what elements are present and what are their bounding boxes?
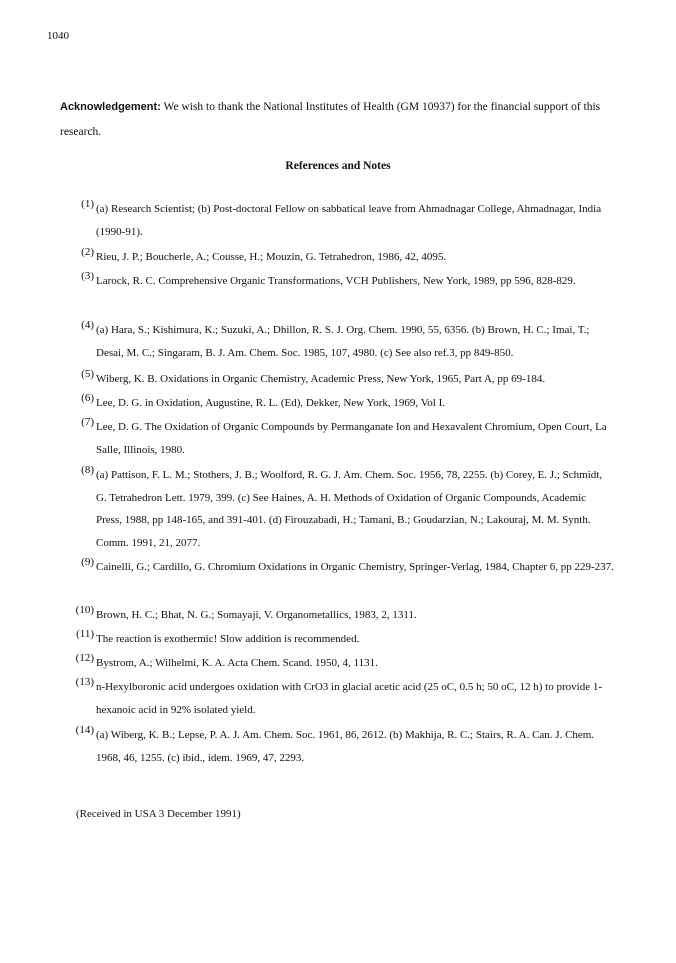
reference-text: Lee, D. G. The Oxidation of Organic Compounds by Permanganate Ion and Hexavalent Chromium, Open Court, La Salle, Illinois, 1980. [96,421,607,456]
reference-text: (a) Pattison, F. L. M.; Stothers, J. B.; Woolford, R. G. J. Am. Chem. Soc. 1956, 78, 2255. (b) Corey, E. J.; Schmidt, G. Tetrahedron Lett. 1979, 399. (c) See Haines, A. H. Methods of Oxidation of Organic Compounds, Academic Press, 1988, pp 148-165, and 391-401. (d) Firouzabadi, H.; Tamani, B.; Goudarzian, N.; Lakouraj, M. M. Synth. Comm. 1991, 21, 2077. [96,469,603,549]
reference-number: (5) [81,368,94,380]
reference-number: (3) [81,270,94,282]
reference-number: (10) [75,604,94,616]
acknowledgement: Acknowledgement: We wish to thank the National Institutes of Health (GM 10937) for the financial support of this research. [60,101,601,138]
reference-text: (a) Hara, S.; Kishimura, K.; Suzuki, A.; Dhillon, R. S. J. Org. Chem. 1990, 55, 6356. (b) Brown, H. C.; Imai, T.; Desai, M. C.; Singaram, B. J. Am. Chem. Soc. 1985, 107, 4980. (c) See also ref.3, pp 849-850. [96,324,590,359]
reference-number: (2) [81,246,94,258]
reference-text: Lee, D. G. in Oxidation, Augustine, R. L. (Ed), Dekker, New York, 1969, Vol I. [96,397,445,409]
acknowledgement-label: Acknowledgement [60,101,158,113]
reference-number: (6) [81,392,94,404]
reference-number: (9) [81,556,94,568]
reference-number: (4) [81,319,94,331]
received-date: (Received in USA 3 December 1991) [76,808,241,820]
reference-text: Cainelli, G.; Cardillo, G. Chromium Oxidations in Organic Chemistry, Springer-Verlag, 1984, Chapter 6, pp 229-237. [96,561,614,573]
reference-text: The reaction is exothermic! Slow addition is recommended. [96,633,360,645]
reference-number: (1) [81,198,94,210]
reference-number: (8) [81,464,94,476]
reference-number: (13) [75,676,94,688]
reference-text: Larock, R. C. Comprehensive Organic Transformations, VCH Publishers, New York, 1989, pp 596, 828-829. [96,275,576,287]
reference-number: (11) [76,628,94,640]
reference-text: n-Hexylboronic acid undergoes oxidation with CrO3 in glacial acetic acid (25 oC, 0.5 h; 50 oC, 12 h) to provide 1-hexanoic acid in 92% isolated yield. [96,681,602,716]
reference-text: (a) Wiberg, K. B.; Lepse, P. A. J. Am. Chem. Soc. 1961, 86, 2612. (b) Makhija, R. C.; Stairs, R. A. Can. J. Chem. 1968, 46, 1255. (c) ibid., idem. 1969, 47, 2293. [96,729,595,764]
reference-text: Brown, H. C.; Bhat, N. G.; Somayaji, V. Organometallics, 1983, 2, 1311. [96,609,417,621]
reference-text: Wiberg, K. B. Oxidations in Organic Chemistry, Academic Press, New York, 1965, Part A, pp 69-184. [96,373,546,385]
reference-text: (a) Research Scientist; (b) Post-doctoral Fellow on sabbatical leave from Ahmadnagar College, Ahmadnagar, India (1990-91). [96,203,602,238]
reference-text: Bystrom, A.; Wilhelmi, K. A. Acta Chem. Scand. 1950, 4, 1131. [96,657,378,669]
reference-number: (7) [81,416,94,428]
reference-number: (12) [75,652,94,664]
acknowledgement-text: We wish to thank the National Institutes of Health (GM 10937) for the financial support of this research. [60,101,601,138]
references-heading: References and Notes [285,160,391,172]
reference-text: Rieu, J. P.; Boucherle, A.; Cousse, H.; Mouzin, G. Tetrahedron, 1986, 42, 4095. [96,251,447,263]
page-number: 1040 [47,30,69,42]
reference-number: (14) [75,724,94,736]
